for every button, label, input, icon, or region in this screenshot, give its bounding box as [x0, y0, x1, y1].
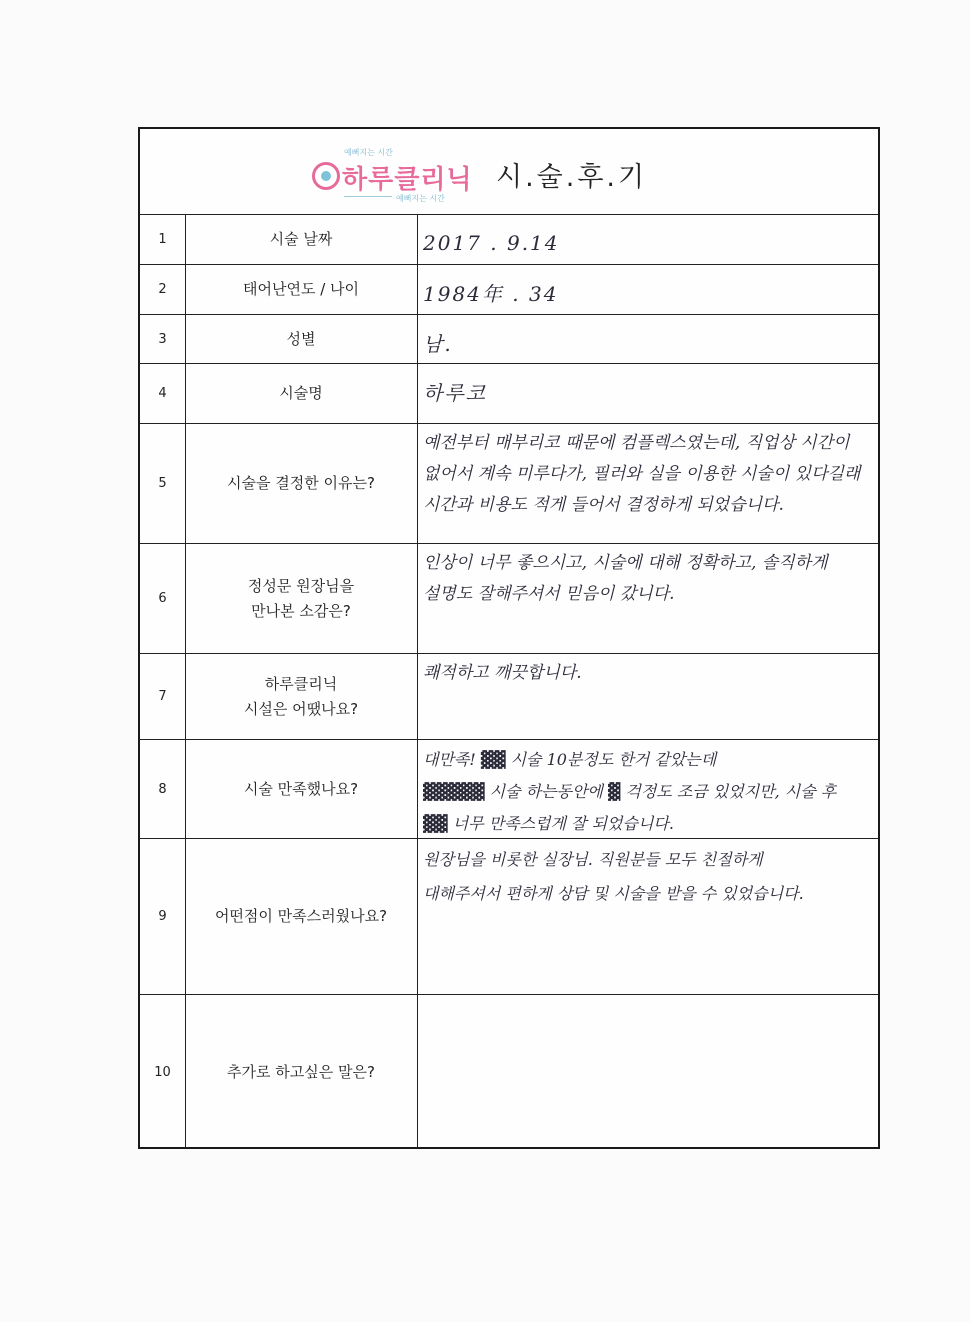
row-number: 2 [140, 265, 186, 314]
question-label: 성별 [185, 315, 418, 363]
form-row [140, 544, 878, 654]
answer-field[interactable]: 쾌적하고 깨끗합니다. [423, 663, 582, 683]
row-number: 9 [140, 839, 186, 994]
answer-field[interactable]: 대만족! ▓▓ 시술 10분정도 한거 같았는데 ▓▓▓▓▓ 시술 하는동안에 ▓ 걱정도 조금 있었지만, 시술 후 ▓▓ 너무 만족스럽게 잘 되었습니다. [423, 750, 837, 833]
answer-field[interactable]: 남. [423, 332, 453, 356]
row-number: 8 [140, 740, 186, 838]
logo-divider [344, 196, 392, 197]
form-row [140, 654, 878, 740]
answer-field[interactable]: 예전부터 매부리코 때문에 컴플렉스였는데, 직업상 시간이 없어서 계속 미루다가, 필러와 실을 이용한 시술이 있다길래 시간과 비용도 적게 들어서 결정하게 되었습니다. [423, 433, 861, 515]
review-form [138, 127, 880, 1149]
row-number: 4 [140, 364, 186, 423]
logo-tagline-bottom: 예뻐지는 시간 [396, 194, 445, 203]
question-label: 시술명 [185, 364, 418, 423]
form-row [140, 364, 878, 424]
row-number: 10 [140, 995, 186, 1149]
form-row [140, 265, 878, 315]
form-row [140, 740, 878, 839]
form-row [140, 995, 878, 1149]
question-label: 시술 만족했나요? [185, 740, 418, 838]
form-title: 시.술.후.기 [496, 162, 648, 193]
answer-field[interactable]: 하루코 [423, 381, 487, 405]
form-row [140, 214, 878, 265]
answer-field[interactable]: 2017 . 9.14 [423, 231, 560, 255]
question-label: 정성문 원장님을 만나본 소감은? [185, 544, 418, 653]
clock-logo-icon [312, 162, 340, 190]
row-number: 3 [140, 315, 186, 363]
logo-tagline-top: 예뻐지는 시간 [344, 148, 393, 157]
question-label: 시술을 결정한 이유는? [185, 424, 418, 543]
form-row [140, 315, 878, 364]
question-label: 하루클리닉 시설은 어땠나요? [185, 654, 418, 739]
form-row [140, 839, 878, 995]
form-row [140, 424, 878, 544]
answer-field[interactable]: 1984年 . 34 [423, 282, 559, 306]
form-header [140, 129, 878, 215]
question-label: 어떤점이 만족스러웠나요? [185, 839, 418, 994]
answer-field[interactable]: 인상이 너무 좋으시고, 시술에 대해 정확하고, 솔직하게 설명도 잘해주셔서 믿음이 갔니다. [423, 553, 828, 604]
row-number: 5 [140, 424, 186, 543]
clinic-logo [308, 147, 478, 207]
row-number: 6 [140, 544, 186, 653]
question-label: 추가로 하고싶은 말은? [185, 995, 418, 1149]
question-label: 태어난연도 / 나이 [185, 265, 418, 314]
answer-field[interactable] [417, 995, 878, 1149]
question-label: 시술 날짜 [185, 214, 418, 264]
row-number: 7 [140, 654, 186, 739]
row-number: 1 [140, 214, 186, 264]
logo-name: 하루클리닉 [342, 165, 473, 195]
answer-field[interactable]: 원장님을 비롯한 실장님. 직원분들 모두 친절하게 대해주셔서 편하게 상담 및 시술을 받을 수 있었습니다. [423, 850, 804, 903]
